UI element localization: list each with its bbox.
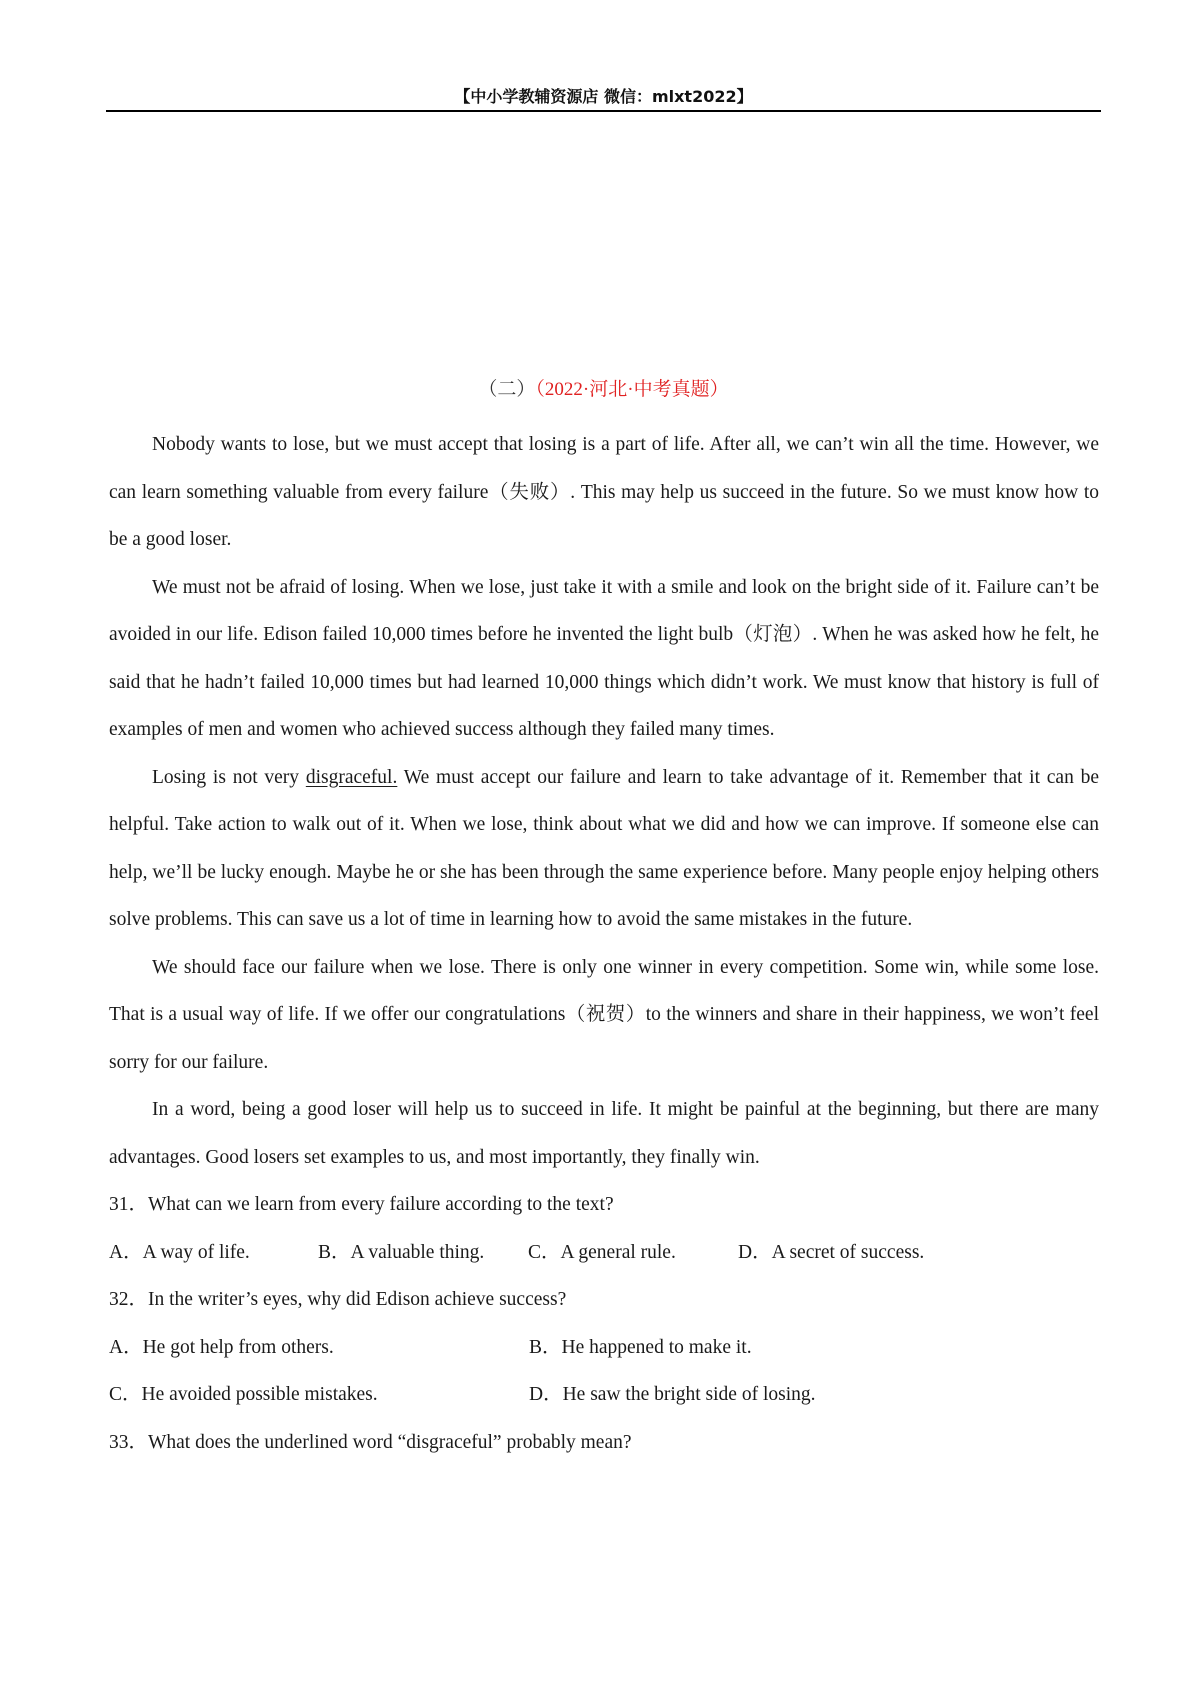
- question-32-option-d: D．He saw the bright side of losing.: [529, 1384, 816, 1405]
- question-31-option-d: D．A secret of success.: [738, 1241, 925, 1263]
- question-32-option-a: A．He got help from others.: [109, 1336, 334, 1358]
- underlined-word: disgraceful.: [305, 766, 398, 788]
- question-31-option-c: C．A general rule.: [528, 1241, 676, 1263]
- question-32-stem: 32．In the writer’s eyes, why did Edison achieve success?: [109, 1289, 567, 1310]
- question-33-stem: 33．What does the underlined word “disgraceful” probably mean?: [109, 1431, 632, 1453]
- section-title: [106, 374, 1101, 401]
- question-32-options-row-1: [109, 1324, 1099, 1372]
- question-32-option-b: B．He happened to make it.: [529, 1336, 752, 1358]
- reading-passage: [109, 421, 1099, 1466]
- passage-paragraph-4: We should face our failure when we lose. There is only one winner in every competition. Some win, while some lose. That is a usual way of life. If we offer our congratulations（祝贺）to the winners and share in their happiness, we won’t feel sorry for our failure.: [109, 956, 1099, 1073]
- passage-paragraph-1: Nobody wants to lose, but we must accept that losing is a part of life. After all, we can’t win all the time. However, we can learn something valuable from every failure（失败）. This may help us succeed in the future. So we must know how to be a good loser.: [109, 434, 1099, 550]
- passage-paragraph-3: [109, 754, 1099, 944]
- passage-paragraph-2: We must not be afraid of losing. When we lose, just take it with a smile and look on the bright side of it. Failure can’t be avoided in our life. Edison failed 10,000 times before he invented the light bulb（灯泡）. When he was asked how he felt, he said that he hadn’t failed 10,000 times but had learned 10,000 things which didn’t work. We must know that history is full of examples of men and women who achieved success although they failed many times.: [109, 576, 1099, 740]
- question-31-stem: 31．What can we learn from every failure according to the text?: [109, 1194, 614, 1215]
- paragraph-3-rest: We must accept our failure and learn to take advantage of it. Remember that it can be helpful. Take action to walk out of it. When we lose, think about what we did and how we can improve. If someone else can help, we’ll be lucky enough. Maybe he or she has been through the same experience before. Many people enjoy helping others solve problems. This can save us a lot of time in learning how to avoid the same mistakes in the future.: [109, 766, 1100, 930]
- header-divider: [106, 110, 1101, 112]
- question-32-option-c: C．He avoided possible mistakes.: [109, 1384, 378, 1405]
- passage-paragraph-5: In a word, being a good loser will help us to succeed in life. It might be painful at the beginning, but there are many advantages. Good losers set examples to us, and most importantly, they finally win.: [109, 1099, 1099, 1168]
- section-label: （二）: [478, 379, 536, 400]
- question-31-option-b: B．A valuable thing.: [318, 1241, 485, 1263]
- page-header: 【中小学教辅资源店 微信：mlxt2022】: [454, 87, 753, 106]
- paragraph-3-start: Losing is not very: [152, 766, 306, 788]
- question-31-option-a: A．A way of life.: [109, 1241, 250, 1263]
- question-31-options: [109, 1229, 1099, 1277]
- question-32-options-row-2: [109, 1371, 1099, 1419]
- section-source: （2022·河北·中考真题）: [535, 379, 729, 400]
